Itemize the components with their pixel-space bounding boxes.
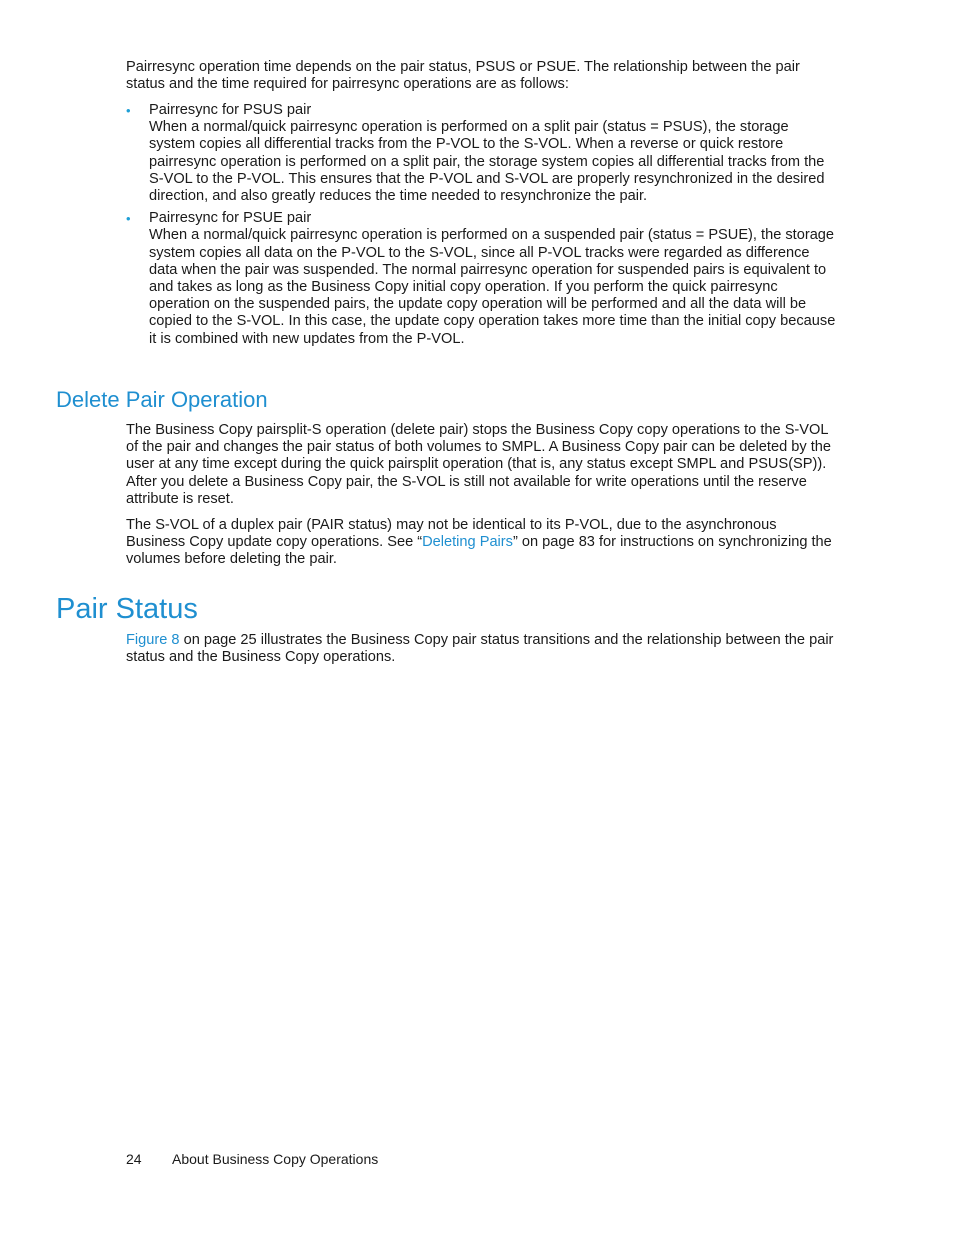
chapter-title: About Business Copy Operations bbox=[172, 1151, 379, 1167]
bullet-description: When a normal/quick pairresync operation is performed on a split pair (status = PSUS), the storage system copies all differential tracks from the P-VOL to the S-VOL. When a reverse or quick restore pairresync operation is performed on a split pair, the storage system copies all differential tracks from the S-VOL to the P-VOL. This ensures that the P-VOL and S-VOL are properly resynchronized in the desired direction, and also greatly reduces the time needed to resynchronize the pair. bbox=[149, 119, 825, 205]
pair-status-paragraph bbox=[126, 632, 838, 666]
section-heading-delete-pair: Delete Pair Operation bbox=[56, 387, 268, 412]
pair-status-text: on page 25 illustrates the Business Copy pair status transitions and the relationship between the pair status and the Business Copy operations. bbox=[126, 632, 834, 666]
bullet-title: Pairresync for PSUE pair bbox=[149, 210, 312, 227]
intro-paragraph: Pairresync operation time depends on the pair status, PSUS or PSUE. The relationship between the pair status and the time required for pairresync operations are as follows: bbox=[126, 59, 800, 93]
delete-paragraph-1: The Business Copy pairsplit-S operation (delete pair) stops the Business Copy copy operations to the S-VOL of the pair and changes the pair status of both volumes to SMPL. A Business Copy pair can be deleted by the user at any time except during the quick pairsplit operation (that is, any status except SMPL and PSUS(SP)). After you delete a Business Copy pair, the S-VOL is still not available for write operations until the reserve attribute is reset. bbox=[126, 422, 831, 507]
deleting-pairs-link[interactable]: Deleting Pairs bbox=[422, 534, 513, 551]
bullet-description: When a normal/quick pairresync operation is performed on a suspended pair (status = PSUE), the storage system copies all data on the P-VOL to the S-VOL, since all P-VOL tracks were regarded as difference data when the pair was suspended. The normal pairresync operation for suspended pairs is equivalent to and takes as long as the Business Copy initial copy operation. If you perform the quick pairresync operation on the suspended pairs, the update copy operation will be performed and all the data will be copied to the S-VOL. In this case, the update copy operation takes more time than the initial copy because it is combined with new updates from the P-VOL. bbox=[149, 227, 836, 347]
delete-paragraph-2 bbox=[126, 517, 838, 569]
bullet-icon: • bbox=[126, 211, 131, 227]
bullet-icon: • bbox=[126, 103, 131, 118]
list-item bbox=[126, 210, 838, 348]
page-footer bbox=[126, 1151, 378, 1168]
section-heading-pair-status: Pair Status bbox=[56, 593, 198, 625]
figure-8-link[interactable]: Figure 8 bbox=[126, 632, 180, 648]
bullet-list bbox=[126, 102, 838, 348]
bullet-title: Pairresync for PSUS pair bbox=[149, 102, 312, 118]
delete-paragraph-2-text-after: ” on page 83 for instructions on synchronizing the volumes before deleting the pair. bbox=[126, 534, 832, 568]
page-number: 24 bbox=[126, 1151, 142, 1167]
list-item bbox=[126, 102, 838, 205]
delete-paragraph-2-text-before: The S-VOL of a duplex pair (PAIR status) may not be identical to its P-VOL, due to the asynchronous Business Copy update copy operations. See “ bbox=[126, 517, 777, 551]
